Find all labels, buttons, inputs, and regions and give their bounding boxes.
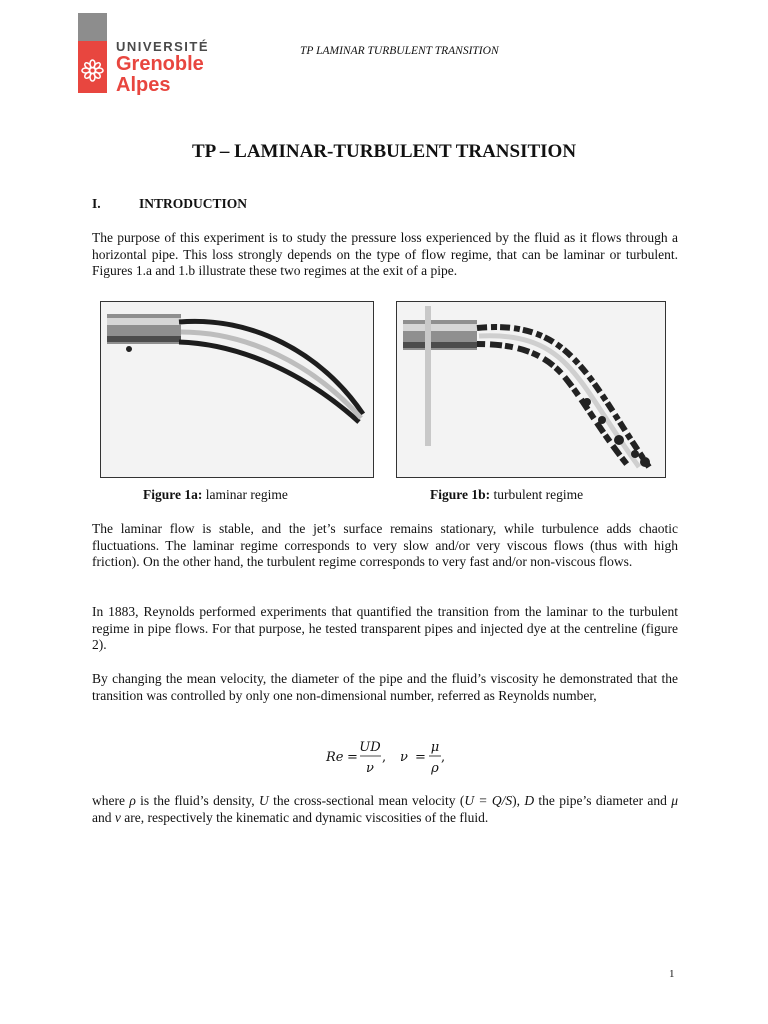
def-text: ), [512, 793, 525, 808]
figure-1a-caption [143, 487, 288, 503]
page-number: 1 [669, 968, 675, 980]
def-text: where [92, 793, 130, 808]
turbulent-jet-drawing [397, 302, 665, 477]
def-text: the cross-sectional mean velocity ( [268, 793, 465, 808]
figure-1a-label: Figure 1a: [143, 487, 203, 502]
eq-equals-1: = [347, 750, 358, 765]
def-text: the pipe’s diameter and [534, 793, 672, 808]
symbol-mu: μ [671, 793, 679, 808]
section-number: I. [92, 196, 101, 211]
paragraph-intro: The purpose of this experiment is to study the pressure loss experienced by the fluid as it flows through a horizontal pipe. This loss strongly depends on the type of flow regime, that can be laminar or turbulent. Figures 1.a and 1.b illustrate these two regimes at the exit of a pipe. [92, 230, 678, 278]
symbol-rho: ρ [129, 793, 136, 808]
figure-1b-label: Figure 1b: [430, 487, 491, 502]
section-title: INTRODUCTION [139, 196, 248, 211]
velocity-definition: U = Q/S [464, 793, 513, 808]
eq-comma: , [382, 750, 387, 765]
def-text: and [92, 809, 115, 825]
eq-denominator-nu: ν [366, 761, 374, 776]
symbol-d: D [524, 793, 535, 808]
eq-denominator-rho: ρ [431, 761, 439, 776]
eq-numerator-mu: μ [430, 740, 440, 755]
paragraph-regimes: The laminar flow is stable, and the jet’s surface remains stationary, while turbulence adds chaotic fluctuations. The laminar regime corresponds to very slow and/or very viscous flows (thus with high friction). On the other hand, the turbulent regime corresponds to very fast and/or non-viscous flows. [92, 521, 678, 569]
paragraph-reynolds-history: In 1883, Reynolds performed experiments that quantified the transition from the laminar to the turbulent regime in pipe flows. For that purpose, he tested transparent pipes and injected dye at the centreline (figure 2). [92, 604, 678, 652]
eq-equals-2: = [415, 750, 426, 765]
university-logo [78, 13, 228, 96]
figure-1a-image [100, 301, 374, 478]
figure-1b-image [396, 301, 666, 478]
flower-icon [81, 59, 104, 82]
symbol-u: U [258, 793, 269, 808]
logo-text-universite: UNIVERSITÉ [116, 39, 210, 54]
eq-re: Re [326, 750, 344, 765]
def-text: are, respectively the kinematic and dynamic viscosities of the fluid. [120, 809, 489, 825]
logo-gray-block [78, 13, 107, 41]
eq-numerator-ud: UD [359, 740, 381, 755]
paragraph-reynolds-number: By changing the mean velocity, the diameter of the pipe and the fluid’s viscosity he demonstrated that the transition was controlled by only one non-dimensional number, referred as Reynolds number, [92, 671, 678, 703]
paragraph-definitions [92, 793, 678, 826]
figure-1b-text: turbulent regime [493, 487, 584, 502]
figure-1b-caption [430, 487, 583, 503]
eq-nu: ν [400, 750, 408, 765]
symbol-nu: ν [114, 809, 121, 825]
figure-1a-text: laminar regime [205, 487, 288, 502]
laminar-jet-drawing [101, 302, 373, 477]
running-header: TP LAMINAR TURBULENT TRANSITION [300, 45, 499, 57]
logo-text-alpes: Alpes [116, 74, 171, 96]
logo-text-grenoble: Grenoble [116, 53, 204, 75]
reynolds-equation [318, 736, 458, 778]
document-title: TP – LAMINAR-TURBULENT TRANSITION [191, 141, 577, 162]
eq-end-comma: , [441, 750, 446, 765]
def-text: is the fluid’s density, [135, 793, 259, 808]
